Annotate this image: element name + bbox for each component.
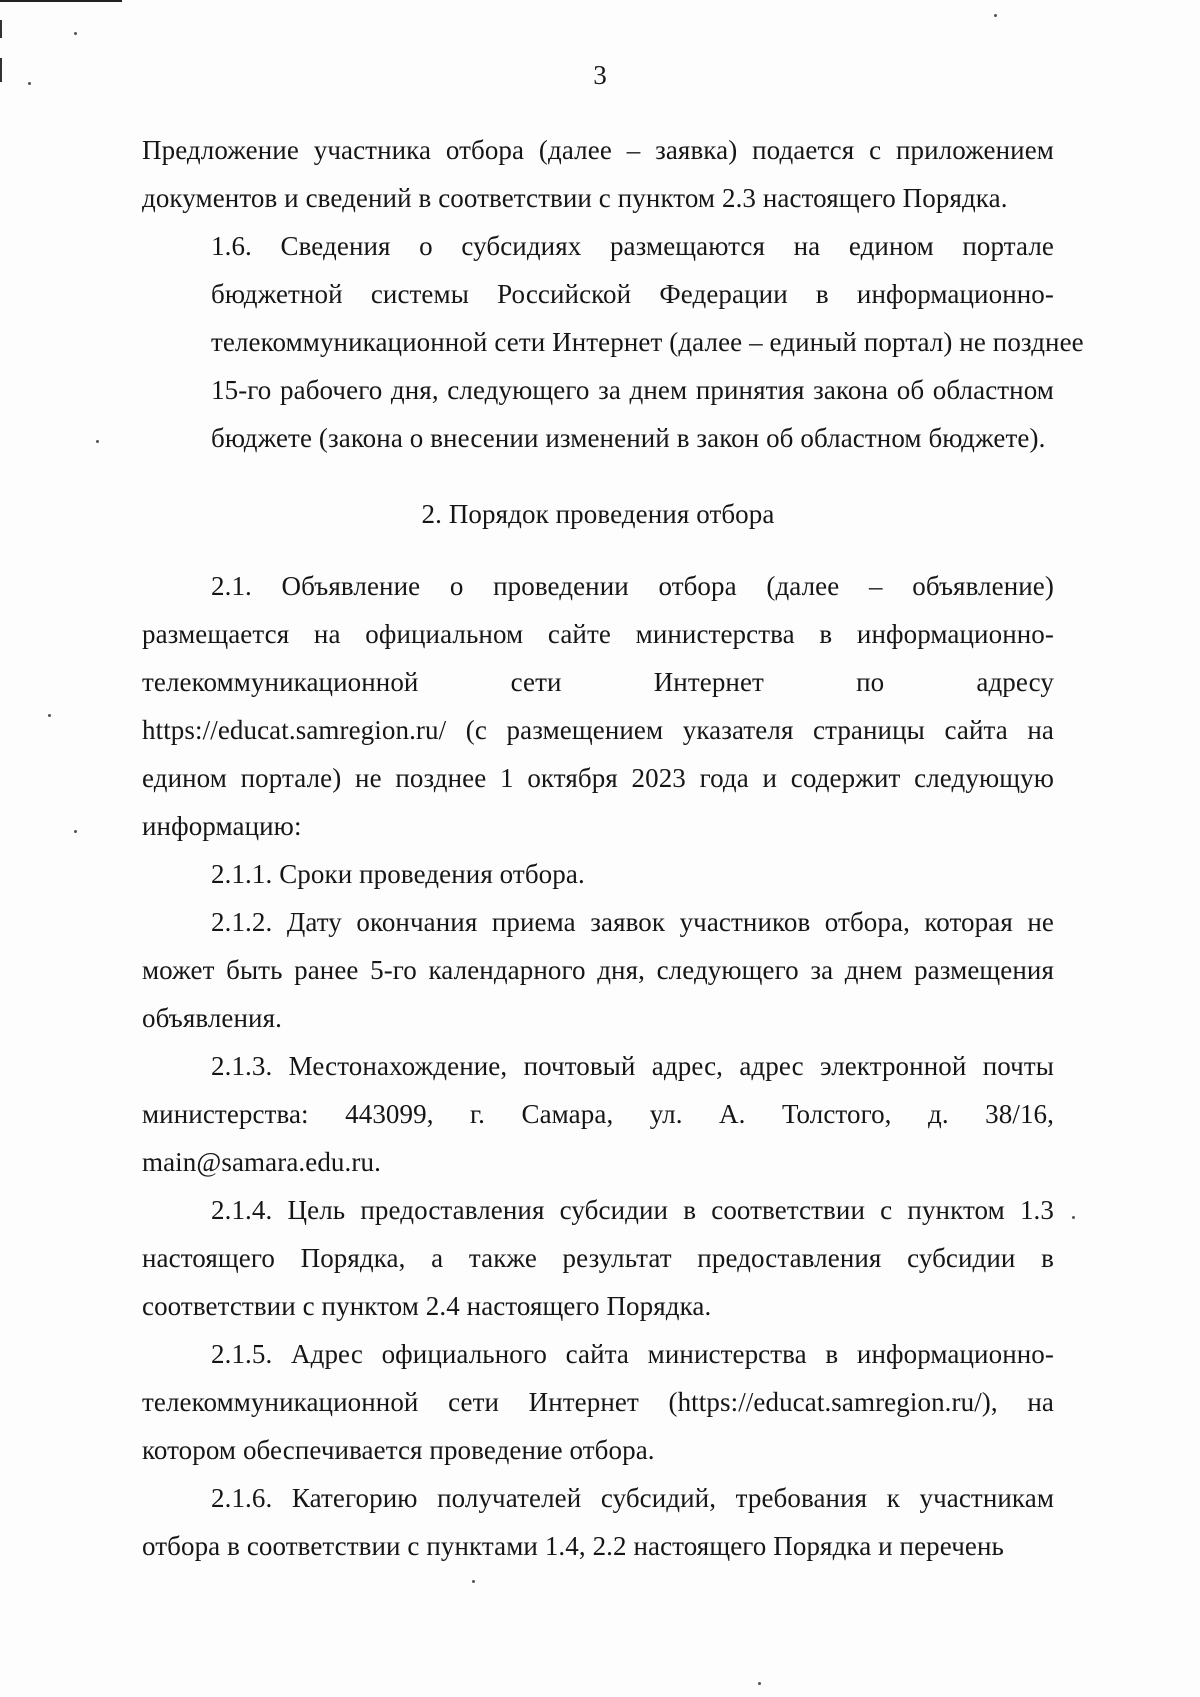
text-line: бюджете (закона о внесении изменений в закон об областном бюджете). <box>211 423 1046 453</box>
text-line: отбора в соответствии с пунктами 1.4, 2.2 настоящего Порядка и перечень <box>142 1531 1004 1561</box>
text-line: 2.1.3. Местонахождение, почтовый адрес, адрес электронной почты <box>211 1051 1054 1081</box>
text-line: 2.1.5. Адрес официального сайта министерства в информационно- <box>211 1339 1054 1369</box>
text-line: соответствии с пунктом 2.4 настоящего Порядка. <box>142 1291 712 1321</box>
scan-speck <box>994 14 997 17</box>
text-line: документов и сведений в соответствии с пунктом 2.3 настоящего Порядка. <box>142 183 1008 213</box>
text-line: телекоммуникационной сети Интернет (https://educat.samregion.ru/), на <box>142 1387 1054 1417</box>
text-line: объявления. <box>142 1003 282 1033</box>
text-line: едином портале) не позднее 1 октября 2023 года и содержит следующую <box>142 763 1054 793</box>
scan-speck <box>48 714 51 717</box>
text-line: 2.1.6. Категорию получателей субсидий, требования к участникам <box>211 1483 1054 1513</box>
text-line: 2.1.2. Дату окончания приема заявок участников отбора, которая не <box>211 907 1054 937</box>
text-line: бюджетной системы Российской Федерации в информационно- <box>211 279 1054 309</box>
text-line: котором обеспечивается проведение отбора. <box>142 1435 655 1465</box>
section-heading: 2. Порядок проведения отбора <box>421 499 775 529</box>
paragraph-1-6 <box>142 222 1084 462</box>
page-number: 3 <box>593 60 607 90</box>
scan-speck <box>1072 1216 1075 1219</box>
text-line: настоящего Порядка, а также результат предоставления субсидии в <box>142 1243 1054 1273</box>
scan-speck <box>96 440 99 443</box>
text-line: Предложение участника отбора (далее – заявка) подается с приложением <box>142 135 1054 165</box>
scan-edge-artifact <box>0 20 2 38</box>
text-line: информацию: <box>142 811 302 841</box>
paragraph-2-1-3 <box>142 1042 1054 1186</box>
text-line: министерства: 443099, г. Самара, ул. А. Толстого, д. 38/16, <box>142 1099 1054 1129</box>
paragraph-2-1-6 <box>142 1474 1054 1570</box>
paragraph-2-1-5 <box>142 1330 1054 1474</box>
text-line: размещается на официальном сайте министерства в информационно- <box>142 619 1054 649</box>
scan-speck <box>472 1580 475 1583</box>
paragraph-2-1-4 <box>142 1186 1054 1330</box>
text-line: main@samara.edu.ru. <box>142 1147 381 1177</box>
text-line: может быть ранее 5-го календарного дня, следующего за днем размещения <box>142 955 1054 985</box>
paragraph-intro <box>142 126 1054 222</box>
text-line: 1.6. Сведения о субсидиях размещаются на едином портале <box>211 231 1054 261</box>
text-line: 2.1. Объявление о проведении отбора (далее – объявление) <box>211 571 1054 601</box>
scan-speck <box>74 32 77 35</box>
text-line: https://educat.samregion.ru/ (с размещением указателя страницы сайта на <box>142 715 1054 745</box>
text-line: 2.1.4. Цель предоставления субсидии в соответствии с пунктом 1.3 <box>211 1195 1054 1225</box>
scan-speck <box>758 1682 761 1685</box>
scan-speck <box>74 830 77 833</box>
text-line: телекоммуникационной сети Интернет по адресу <box>142 667 1054 697</box>
text-line: 15-го рабочего дня, следующего за днем принятия закона об областном <box>211 375 1054 405</box>
text-line: 2.1.1. Сроки проведения отбора. <box>211 859 585 889</box>
paragraph-2-1 <box>142 562 1054 850</box>
scan-edge-artifact <box>0 0 122 2</box>
document-body <box>142 126 1084 1570</box>
paragraph-2-1-1 <box>142 850 1054 898</box>
paragraph-2-1-2 <box>142 898 1054 1042</box>
text-line: телекоммуникационной сети Интернет (далее – единый портал) не позднее <box>211 327 1084 357</box>
